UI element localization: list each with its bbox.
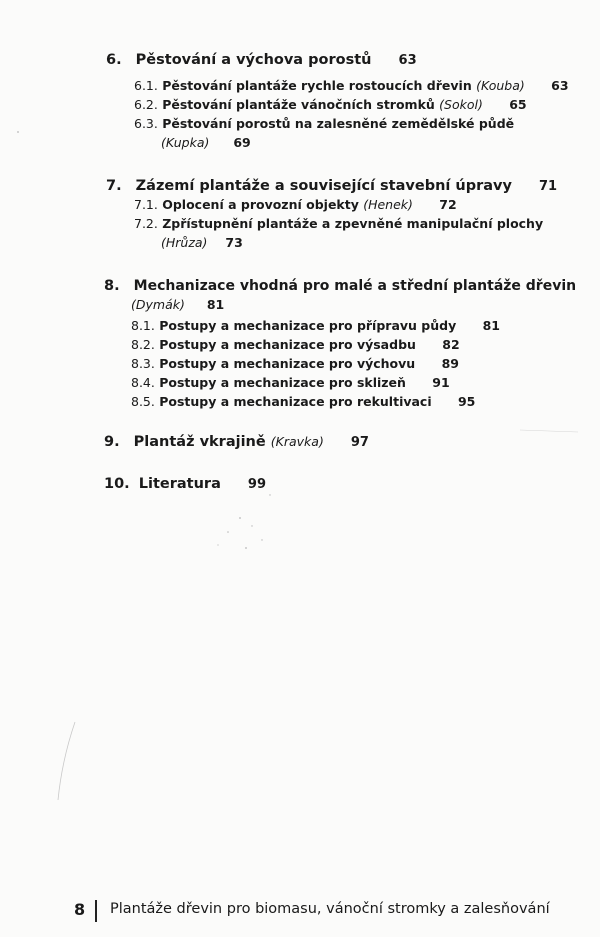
section-title: Postupy a mechanizace pro výchovu (159, 356, 416, 371)
chapter-number: 9. (104, 434, 120, 450)
chapter-author: (Kravka) (270, 434, 324, 449)
page-number: 63 (398, 53, 417, 68)
section-title: Postupy a mechanizace pro přípravu půdy (159, 318, 457, 333)
page-number: 89 (441, 356, 459, 371)
page-number: 63 (551, 78, 569, 93)
chapter-title: Mechanizace vhodná pro malé a střední plantáže dřevin (133, 278, 577, 294)
page-number: 95 (457, 394, 476, 409)
section-number: 8.2. (131, 337, 155, 352)
chapter-title: Pěstování a výchova porostů (135, 52, 372, 68)
page-number: 82 (442, 337, 460, 352)
footer-page-number: 8 (74, 900, 86, 919)
section-author: (Kupka) (161, 135, 210, 150)
section-number: 6.1. (134, 78, 158, 93)
page-number: 73 (225, 235, 243, 250)
section-title: Postupy a mechanizace pro sklizeň (159, 375, 406, 390)
page-footer (0, 898, 600, 926)
section-author: (Henek) (363, 197, 413, 212)
chapter-author: (Dymák) (131, 297, 185, 312)
page-number: 81 (206, 297, 225, 312)
page-number: 71 (539, 179, 558, 194)
page-number: 65 (509, 97, 527, 112)
page-number: 97 (350, 435, 369, 450)
chapter-title: Plantáž vkrajině (133, 434, 266, 450)
section-number: 8.4. (131, 375, 155, 390)
footer-divider (95, 900, 97, 922)
section-number: 7.2. (134, 216, 158, 231)
section-number: 8.1. (131, 318, 155, 333)
section-number: 8.3. (131, 356, 155, 371)
section-number: 8.5. (131, 394, 155, 409)
chapter-number: 10. (104, 476, 130, 492)
chapter-title: Zázemí plantáže a související stavební úpravy (135, 178, 512, 194)
chapter-number: 8. (104, 278, 120, 294)
page-number: 81 (482, 318, 500, 333)
section-author: (Kouba) (476, 78, 525, 93)
section-author: (Hrůza) (161, 235, 208, 250)
page-number: 99 (247, 477, 267, 492)
section-title: Postupy a mechanizace pro výsadbu (159, 337, 416, 352)
section-title: Zpřístupnění plantáže a zpevněné manipulační plochy (162, 216, 544, 231)
chapter-number: 7. (106, 178, 122, 194)
footer-book-title: Plantáže dřevin pro biomasu, vánoční stromky a zalesňování (110, 901, 550, 917)
section-title: Pěstování plantáže vánočních stromků (162, 97, 435, 112)
section-number: 6.2. (134, 97, 158, 112)
section-number: 7.1. (134, 197, 158, 212)
page-number: 91 (432, 375, 450, 390)
section-title: Pěstování plantáže rychle rostoucích dřevin (162, 78, 472, 93)
section-title: Pěstování porostů na zalesněné zemědělské půdě (162, 116, 515, 131)
page-number: 72 (439, 197, 457, 212)
section-author: (Sokol) (439, 97, 483, 112)
chapter-title: Literatura (138, 476, 221, 492)
chapter-number: 6. (106, 52, 122, 68)
section-number: 6.3. (134, 116, 158, 131)
section-title: Postupy a mechanizace pro rekultivaci (159, 394, 432, 409)
section-title: Oplocení a provozní objekty (162, 197, 359, 212)
page-number: 69 (233, 135, 251, 150)
